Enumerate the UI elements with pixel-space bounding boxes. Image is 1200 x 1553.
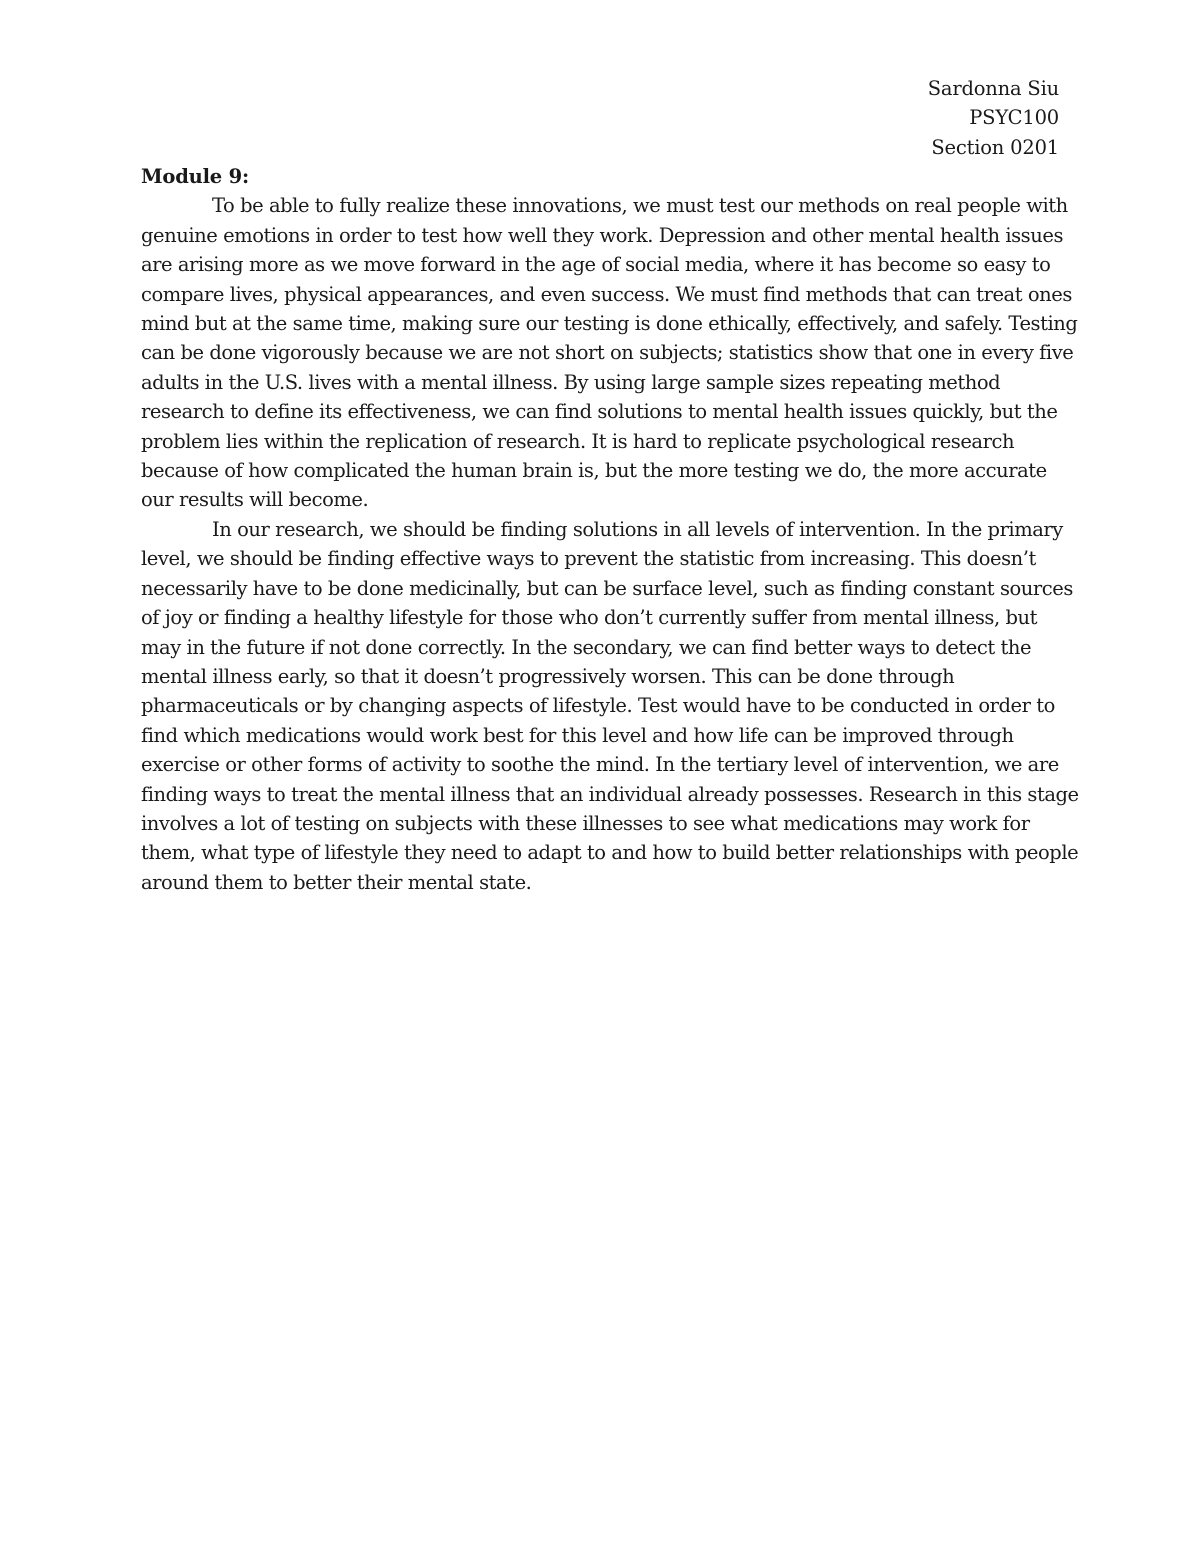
paragraph-2: In our research, we should be finding solutions in all levels of intervention. In the primary level, we should be finding effective ways to prevent the statistic from increasing. This doesn’t necessarily have to be done medicinally, but can be surface level, such as finding constant sources of joy or finding a healthy lifestyle for those who don’t currently suffer from mental illness, but may in the future if not done correctly. In the secondary, we can find better ways to detect the mental illness early, so that it doesn’t progressively worsen. This can be done through pharmaceuticals or by changing aspects of lifestyle. Test would have to be conducted in order to find which medications would work best for this level and how life can be improved through exercise or other forms of activity to soothe the mind. In the tertiary level of intervention, we are finding ways to treat the mental illness that an individual already possesses. Research in this stage involves a lot of testing on subjects with these illnesses to see what medications may work for them, what type of lifestyle they need to adapt to and how to build better relationships with people around them to better their mental state. [141, 517, 1079, 894]
module-heading: Module 9: [141, 165, 249, 188]
document-body [141, 162, 1081, 897]
header-block [928, 74, 1059, 162]
course-code: PSYC100 [969, 106, 1059, 130]
section-number: Section 0201 [931, 135, 1059, 159]
paragraph-1: To be able to fully realize these innovations, we must test our methods on real people with genuine emotions in order to test how well they work. Depression and other mental health issues are arising more as we move forward in the age of social media, where it has become so easy to compare lives, physical appearances, and even success. We must find methods that can treat ones mind but at the same time, making sure our testing is done ethically, effectively, and safely. Testing can be done vigorously because we are not short on subjects; statistics show that one in every five adults in the U.S. lives with a mental illness. By using large sample sizes repeating method research to define its effectiveness, we can find solutions to mental health issues quickly, but the problem lies within the replication of research. It is hard to replicate psychological research because of how complicated the human brain is, but the more testing we do, the more accurate our results will become. [141, 194, 1078, 512]
author-name: Sardonna Siu [927, 77, 1059, 100]
